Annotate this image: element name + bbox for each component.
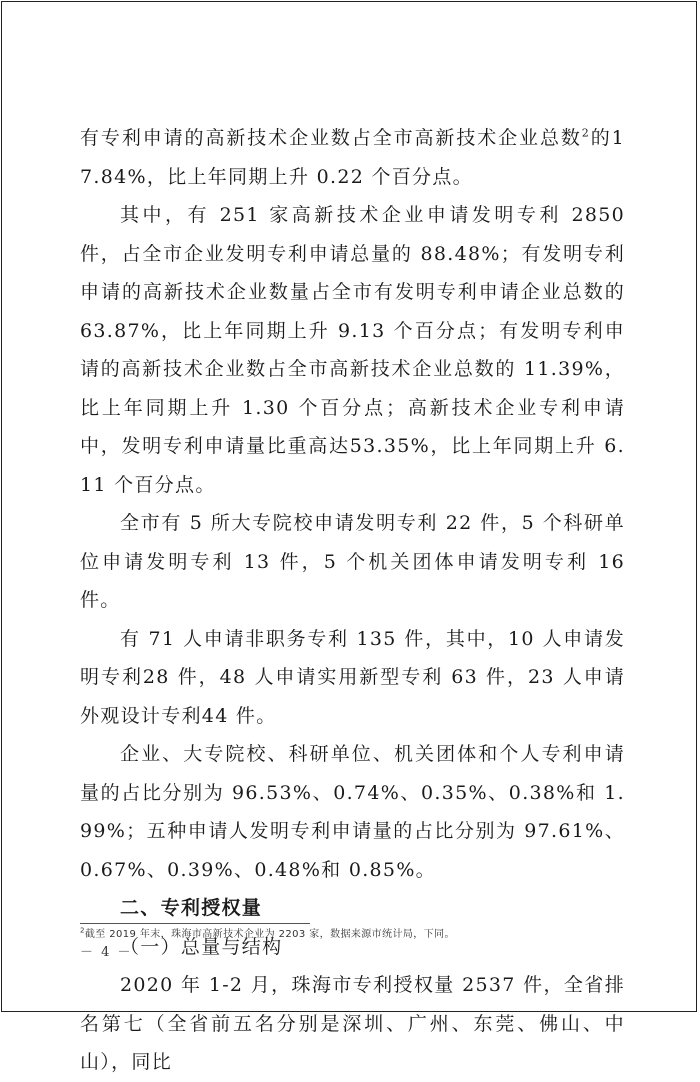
- footnote-number: 2: [80, 926, 85, 935]
- paragraph-5: 企业、大专院校、科研单位、机关团体和个人专利申请量的占比分别为 96.53%、0.74%、0.35%、0.38%和 1.99%；五种申请人发明专利申请量的占比分别为 97.61%、0.67%、0.39%、0.48%和 0.85%。: [80, 743, 625, 881]
- subsection-heading: （一）总量与结构: [120, 935, 283, 958]
- paragraph-4: 有 71 人申请非职务专利 135 件，其中，10 人申请发明专利28 件，48 人申请实用新型专利 63 件，23 人申请外观设计专利44 件。: [80, 627, 625, 727]
- page-number: － 4 －: [80, 945, 133, 960]
- paragraph-2: 其中，有 251 家高新技术企业申请发明专利 2850 件，占全市企业发明专利申请总量的 88.48%；有发明专利申请的高新技术企业数量占全市有发明专利申请企业总数的 63.87%，比上年同期上升 9.13 个百分点；有发明专利申请的高新技术企业数占全市高新技术企业总数的 11.39%，比上年同期上升 1.30 个百分点；高新技术企业专利申请中，发明专利申请量比重高达53.35%，比上年同期上升 6.11 个百分点。: [80, 204, 625, 496]
- paragraph-1: [80, 119, 625, 196]
- footnote-text: 截至 2019 年末，珠海市高新技术企业为 2203 家，数据来源市统计局，下同。: [84, 929, 455, 940]
- paragraph-1-text-after: 的17.84%，比上年同期上升 0.22 个百分点。: [80, 127, 625, 188]
- footnote-marker[interactable]: 2: [581, 126, 591, 140]
- paragraph-1-text: 有专利申请的高新技术企业数占全市高新技术企业总数: [80, 127, 582, 149]
- footnote-divider: [80, 923, 310, 924]
- section-heading: 二、专利授权量: [120, 897, 263, 919]
- paragraph-3: 全市有 5 所大专院校申请发明专利 22 件，5 个科研单位申请发明专利 13 件，5 个机关团体申请发明专利 16 件。: [80, 512, 625, 611]
- footnote: [80, 928, 455, 942]
- paragraph-6: 2020 年 1-2 月，珠海市专利授权量 2537 件，全省排名第七（全省前五名分别是深圳、广州、东莞、佛山、中山），同比: [80, 974, 625, 1073]
